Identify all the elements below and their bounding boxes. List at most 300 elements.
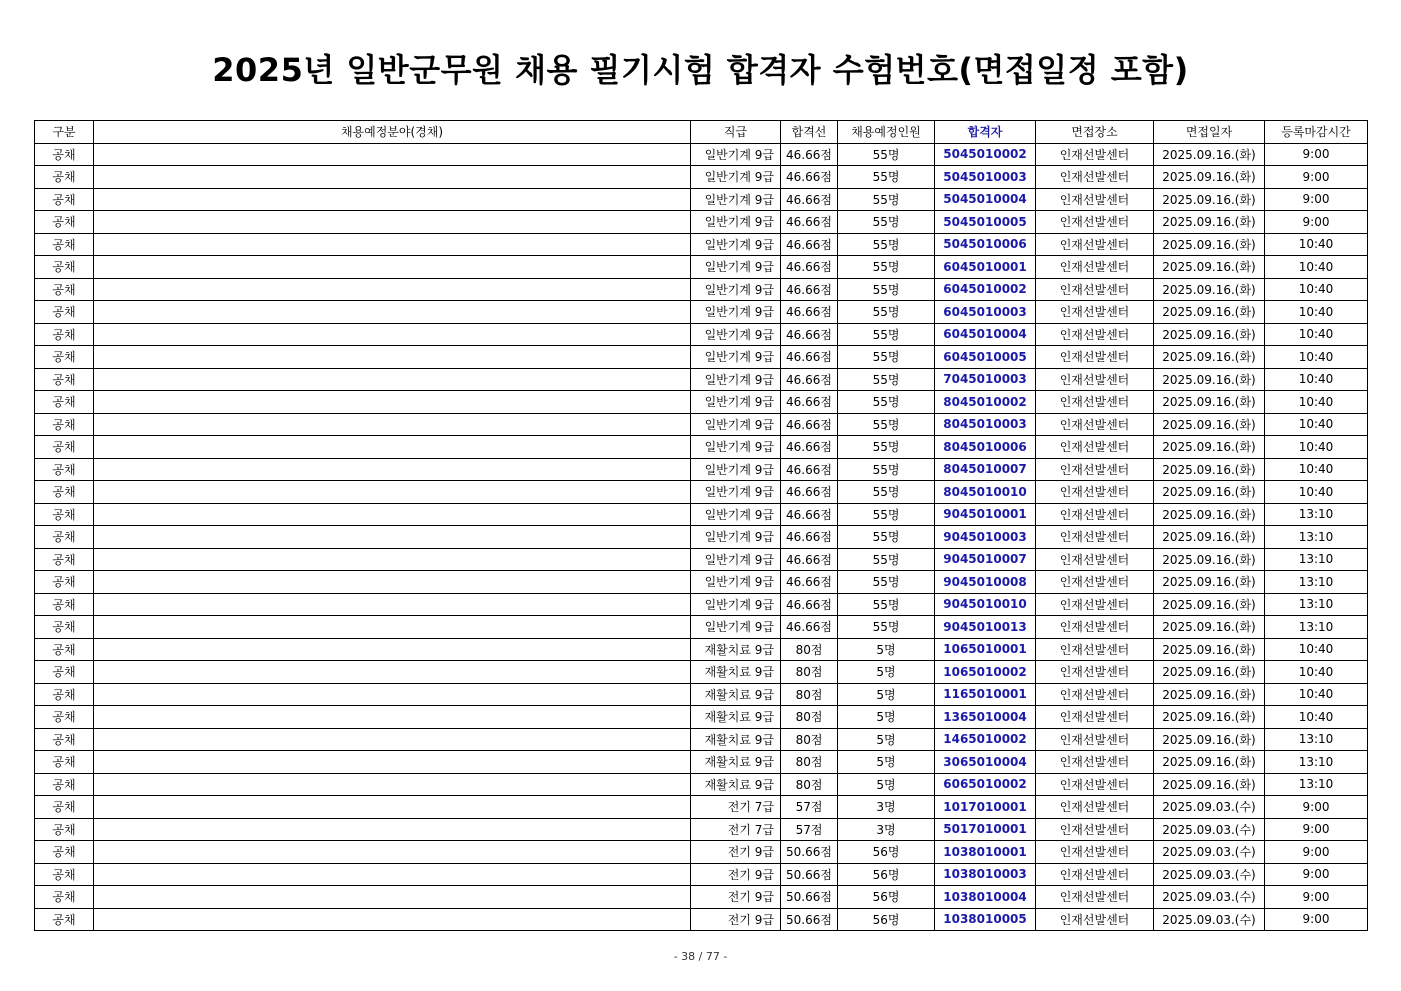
- quota-cell: 56명: [838, 863, 935, 886]
- cutoff-cell: 80점: [781, 638, 838, 661]
- cutoff-cell: 46.66점: [781, 571, 838, 594]
- date-cell: 2025.09.16.(화): [1154, 211, 1265, 234]
- grade-cell: 일반기계 9급: [691, 211, 781, 234]
- table-row: [35, 256, 1368, 279]
- cutoff-cell: 46.66점: [781, 481, 838, 504]
- cutoff-cell: 80점: [781, 661, 838, 684]
- grade-cell: 재활치료 9급: [691, 683, 781, 706]
- category-cell: 공채: [35, 706, 94, 729]
- date-cell: 2025.09.16.(화): [1154, 481, 1265, 504]
- location-cell: 인재선발센터: [1036, 188, 1154, 211]
- header-field: 채용예정분야(경채): [94, 121, 691, 144]
- table-row: [35, 211, 1368, 234]
- category-cell: 공채: [35, 818, 94, 841]
- category-cell: 공채: [35, 346, 94, 369]
- quota-cell: 5명: [838, 751, 935, 774]
- cutoff-cell: 46.66점: [781, 413, 838, 436]
- quota-cell: 55명: [838, 503, 935, 526]
- quota-cell: 5명: [838, 773, 935, 796]
- field-cell: [94, 683, 691, 706]
- quota-cell: 55명: [838, 256, 935, 279]
- cutoff-cell: 46.66점: [781, 616, 838, 639]
- grade-cell: 일반기계 9급: [691, 233, 781, 256]
- category-cell: 공채: [35, 548, 94, 571]
- deadline-cell: 10:40: [1265, 368, 1368, 391]
- table-row: [35, 526, 1368, 549]
- deadline-cell: 9:00: [1265, 863, 1368, 886]
- date-cell: 2025.09.16.(화): [1154, 773, 1265, 796]
- field-cell: [94, 706, 691, 729]
- passer-number-cell: 1017010001: [935, 796, 1036, 819]
- deadline-cell: 10:40: [1265, 233, 1368, 256]
- category-cell: 공채: [35, 638, 94, 661]
- passer-number-cell: 6045010001: [935, 256, 1036, 279]
- field-cell: [94, 638, 691, 661]
- field-cell: [94, 278, 691, 301]
- field-cell: [94, 458, 691, 481]
- table-row: [35, 301, 1368, 324]
- table-body: [35, 143, 1368, 931]
- grade-cell: 일반기계 9급: [691, 436, 781, 459]
- location-cell: 인재선발센터: [1036, 481, 1154, 504]
- deadline-cell: 10:40: [1265, 256, 1368, 279]
- field-cell: [94, 661, 691, 684]
- field-cell: [94, 301, 691, 324]
- table-row: [35, 233, 1368, 256]
- cutoff-cell: 46.66점: [781, 143, 838, 166]
- category-cell: 공채: [35, 458, 94, 481]
- grade-cell: 전기 9급: [691, 863, 781, 886]
- quota-cell: 55명: [838, 211, 935, 234]
- deadline-cell: 10:40: [1265, 323, 1368, 346]
- grade-cell: 재활치료 9급: [691, 773, 781, 796]
- date-cell: 2025.09.16.(화): [1154, 616, 1265, 639]
- grade-cell: 일반기계 9급: [691, 481, 781, 504]
- category-cell: 공채: [35, 728, 94, 751]
- cutoff-cell: 46.66점: [781, 436, 838, 459]
- date-cell: 2025.09.16.(화): [1154, 278, 1265, 301]
- field-cell: [94, 796, 691, 819]
- field-cell: [94, 548, 691, 571]
- table-row: [35, 323, 1368, 346]
- quota-cell: 55명: [838, 368, 935, 391]
- cutoff-cell: 46.66점: [781, 166, 838, 189]
- table-header-row: [35, 121, 1368, 144]
- quota-cell: 5명: [838, 683, 935, 706]
- passer-number-cell: 8045010007: [935, 458, 1036, 481]
- deadline-cell: 9:00: [1265, 818, 1368, 841]
- passer-number-cell: 3065010004: [935, 751, 1036, 774]
- location-cell: 인재선발센터: [1036, 391, 1154, 414]
- grade-cell: 일반기계 9급: [691, 526, 781, 549]
- header-grade: 직급: [691, 121, 781, 144]
- location-cell: 인재선발센터: [1036, 908, 1154, 931]
- deadline-cell: 9:00: [1265, 796, 1368, 819]
- deadline-cell: 10:40: [1265, 346, 1368, 369]
- location-cell: 인재선발센터: [1036, 796, 1154, 819]
- grade-cell: 재활치료 9급: [691, 638, 781, 661]
- field-cell: [94, 256, 691, 279]
- deadline-cell: 10:40: [1265, 278, 1368, 301]
- quota-cell: 3명: [838, 818, 935, 841]
- deadline-cell: 13:10: [1265, 571, 1368, 594]
- field-cell: [94, 728, 691, 751]
- field-cell: [94, 391, 691, 414]
- location-cell: 인재선발센터: [1036, 368, 1154, 391]
- grade-cell: 재활치료 9급: [691, 661, 781, 684]
- header-quota: 채용예정인원: [838, 121, 935, 144]
- deadline-cell: 13:10: [1265, 728, 1368, 751]
- page-title: 2025년 일반군무원 채용 필기시험 합격자 수험번호(면접일정 포함): [212, 51, 1189, 89]
- passer-number-cell: 8045010003: [935, 413, 1036, 436]
- category-cell: 공채: [35, 391, 94, 414]
- table-row: [35, 166, 1368, 189]
- passer-number-cell: 6045010002: [935, 278, 1036, 301]
- quota-cell: 55명: [838, 526, 935, 549]
- grade-cell: 일반기계 9급: [691, 256, 781, 279]
- quota-cell: 55명: [838, 233, 935, 256]
- deadline-cell: 13:10: [1265, 503, 1368, 526]
- grade-cell: 일반기계 9급: [691, 143, 781, 166]
- passer-number-cell: 9045010001: [935, 503, 1036, 526]
- grade-cell: 일반기계 9급: [691, 188, 781, 211]
- deadline-cell: 9:00: [1265, 908, 1368, 931]
- passer-number-cell: 1038010004: [935, 886, 1036, 909]
- quota-cell: 55명: [838, 143, 935, 166]
- cutoff-cell: 50.66점: [781, 863, 838, 886]
- quota-cell: 55명: [838, 166, 935, 189]
- date-cell: 2025.09.16.(화): [1154, 458, 1265, 481]
- deadline-cell: 10:40: [1265, 391, 1368, 414]
- location-cell: 인재선발센터: [1036, 863, 1154, 886]
- page-number: - 38 / 77 -: [673, 950, 728, 963]
- grade-cell: 일반기계 9급: [691, 413, 781, 436]
- field-cell: [94, 233, 691, 256]
- location-cell: 인재선발센터: [1036, 886, 1154, 909]
- quota-cell: 5명: [838, 706, 935, 729]
- passer-number-cell: 9045010013: [935, 616, 1036, 639]
- grade-cell: 일반기계 9급: [691, 368, 781, 391]
- quota-cell: 55명: [838, 593, 935, 616]
- location-cell: 인재선발센터: [1036, 278, 1154, 301]
- category-cell: 공채: [35, 908, 94, 931]
- category-cell: 공채: [35, 751, 94, 774]
- table-row: [35, 908, 1368, 931]
- date-cell: 2025.09.16.(화): [1154, 571, 1265, 594]
- field-cell: [94, 481, 691, 504]
- header-category: 구분: [35, 121, 94, 144]
- field-cell: [94, 166, 691, 189]
- quota-cell: 5명: [838, 661, 935, 684]
- category-cell: 공채: [35, 233, 94, 256]
- cutoff-cell: 46.66점: [781, 278, 838, 301]
- cutoff-cell: 46.66점: [781, 368, 838, 391]
- date-cell: 2025.09.03.(수): [1154, 863, 1265, 886]
- table-row: [35, 346, 1368, 369]
- date-cell: 2025.09.16.(화): [1154, 548, 1265, 571]
- quota-cell: 56명: [838, 908, 935, 931]
- passer-number-cell: 6045010004: [935, 323, 1036, 346]
- category-cell: 공채: [35, 143, 94, 166]
- location-cell: 인재선발센터: [1036, 436, 1154, 459]
- header-cutoff: 합격선: [781, 121, 838, 144]
- location-cell: 인재선발센터: [1036, 211, 1154, 234]
- date-cell: 2025.09.16.(화): [1154, 323, 1265, 346]
- deadline-cell: 10:40: [1265, 458, 1368, 481]
- location-cell: 인재선발센터: [1036, 233, 1154, 256]
- grade-cell: 재활치료 9급: [691, 751, 781, 774]
- passer-number-cell: 1038010003: [935, 863, 1036, 886]
- location-cell: 인재선발센터: [1036, 323, 1154, 346]
- category-cell: 공채: [35, 661, 94, 684]
- category-cell: 공채: [35, 256, 94, 279]
- category-cell: 공채: [35, 593, 94, 616]
- quota-cell: 55명: [838, 278, 935, 301]
- cutoff-cell: 50.66점: [781, 886, 838, 909]
- quota-cell: 55명: [838, 413, 935, 436]
- table-row: [35, 886, 1368, 909]
- deadline-cell: 10:40: [1265, 413, 1368, 436]
- passer-number-cell: 5045010003: [935, 166, 1036, 189]
- grade-cell: 일반기계 9급: [691, 616, 781, 639]
- deadline-cell: 9:00: [1265, 211, 1368, 234]
- passer-number-cell: 6065010002: [935, 773, 1036, 796]
- passer-number-cell: 1038010001: [935, 841, 1036, 864]
- passer-number-cell: 8045010006: [935, 436, 1036, 459]
- cutoff-cell: 46.66점: [781, 188, 838, 211]
- location-cell: 인재선발센터: [1036, 841, 1154, 864]
- grade-cell: 일반기계 9급: [691, 548, 781, 571]
- category-cell: 공채: [35, 301, 94, 324]
- date-cell: 2025.09.16.(화): [1154, 751, 1265, 774]
- grade-cell: 전기 9급: [691, 886, 781, 909]
- deadline-cell: 10:40: [1265, 683, 1368, 706]
- location-cell: 인재선발센터: [1036, 818, 1154, 841]
- location-cell: 인재선발센터: [1036, 143, 1154, 166]
- cutoff-cell: 57점: [781, 796, 838, 819]
- grade-cell: 일반기계 9급: [691, 458, 781, 481]
- cutoff-cell: 80점: [781, 683, 838, 706]
- cutoff-cell: 46.66점: [781, 233, 838, 256]
- date-cell: 2025.09.03.(수): [1154, 841, 1265, 864]
- cutoff-cell: 46.66점: [781, 503, 838, 526]
- field-cell: [94, 346, 691, 369]
- date-cell: 2025.09.16.(화): [1154, 143, 1265, 166]
- grade-cell: 일반기계 9급: [691, 278, 781, 301]
- passer-number-cell: 5045010006: [935, 233, 1036, 256]
- passer-number-cell: 6045010005: [935, 346, 1036, 369]
- table-row: [35, 368, 1368, 391]
- quota-cell: 5명: [838, 638, 935, 661]
- grade-cell: 전기 7급: [691, 796, 781, 819]
- deadline-cell: 10:40: [1265, 436, 1368, 459]
- location-cell: 인재선발센터: [1036, 773, 1154, 796]
- table-row: [35, 773, 1368, 796]
- deadline-cell: 9:00: [1265, 188, 1368, 211]
- passer-number-cell: 1365010004: [935, 706, 1036, 729]
- deadline-cell: 9:00: [1265, 886, 1368, 909]
- cutoff-cell: 46.66점: [781, 256, 838, 279]
- date-cell: 2025.09.16.(화): [1154, 346, 1265, 369]
- category-cell: 공채: [35, 841, 94, 864]
- category-cell: 공채: [35, 571, 94, 594]
- table-row: [35, 481, 1368, 504]
- table-row: [35, 503, 1368, 526]
- quota-cell: 56명: [838, 886, 935, 909]
- date-cell: 2025.09.03.(수): [1154, 908, 1265, 931]
- results-table: [34, 120, 1368, 931]
- category-cell: 공채: [35, 863, 94, 886]
- passer-number-cell: 5045010004: [935, 188, 1036, 211]
- field-cell: [94, 841, 691, 864]
- category-cell: 공채: [35, 368, 94, 391]
- cutoff-cell: 80점: [781, 706, 838, 729]
- quota-cell: 55명: [838, 481, 935, 504]
- cutoff-cell: 50.66점: [781, 908, 838, 931]
- location-cell: 인재선발센터: [1036, 706, 1154, 729]
- passer-number-cell: 7045010003: [935, 368, 1036, 391]
- table-row: [35, 751, 1368, 774]
- date-cell: 2025.09.16.(화): [1154, 413, 1265, 436]
- header-passer: 합격자: [935, 121, 1036, 144]
- passer-number-cell: 1065010001: [935, 638, 1036, 661]
- quota-cell: 3명: [838, 796, 935, 819]
- table-row: [35, 728, 1368, 751]
- table-row: [35, 571, 1368, 594]
- passer-number-cell: 5045010002: [935, 143, 1036, 166]
- table-row: [35, 458, 1368, 481]
- date-cell: 2025.09.03.(수): [1154, 886, 1265, 909]
- field-cell: [94, 188, 691, 211]
- grade-cell: 일반기계 9급: [691, 166, 781, 189]
- table-row: [35, 818, 1368, 841]
- deadline-cell: 10:40: [1265, 481, 1368, 504]
- category-cell: 공채: [35, 436, 94, 459]
- field-cell: [94, 773, 691, 796]
- cutoff-cell: 46.66점: [781, 211, 838, 234]
- field-cell: [94, 143, 691, 166]
- field-cell: [94, 751, 691, 774]
- date-cell: 2025.09.16.(화): [1154, 503, 1265, 526]
- date-cell: 2025.09.16.(화): [1154, 661, 1265, 684]
- grade-cell: 일반기계 9급: [691, 571, 781, 594]
- category-cell: 공채: [35, 166, 94, 189]
- table-row: [35, 391, 1368, 414]
- grade-cell: 일반기계 9급: [691, 593, 781, 616]
- table-row: [35, 661, 1368, 684]
- category-cell: 공채: [35, 503, 94, 526]
- location-cell: 인재선발센터: [1036, 503, 1154, 526]
- location-cell: 인재선발센터: [1036, 166, 1154, 189]
- grade-cell: 재활치료 9급: [691, 706, 781, 729]
- date-cell: 2025.09.16.(화): [1154, 188, 1265, 211]
- deadline-cell: 9:00: [1265, 166, 1368, 189]
- grade-cell: 전기 9급: [691, 908, 781, 931]
- location-cell: 인재선발센터: [1036, 683, 1154, 706]
- date-cell: 2025.09.16.(화): [1154, 728, 1265, 751]
- date-cell: 2025.09.16.(화): [1154, 233, 1265, 256]
- grade-cell: 일반기계 9급: [691, 503, 781, 526]
- grade-cell: 전기 7급: [691, 818, 781, 841]
- table-row: [35, 616, 1368, 639]
- grade-cell: 재활치료 9급: [691, 728, 781, 751]
- cutoff-cell: 57점: [781, 818, 838, 841]
- grade-cell: 일반기계 9급: [691, 323, 781, 346]
- cutoff-cell: 46.66점: [781, 458, 838, 481]
- date-cell: 2025.09.03.(수): [1154, 796, 1265, 819]
- table-row: [35, 683, 1368, 706]
- deadline-cell: 10:40: [1265, 301, 1368, 324]
- quota-cell: 55명: [838, 571, 935, 594]
- date-cell: 2025.09.16.(화): [1154, 256, 1265, 279]
- category-cell: 공채: [35, 526, 94, 549]
- header-deadline: 등록마감시간: [1265, 121, 1368, 144]
- cutoff-cell: 80점: [781, 728, 838, 751]
- quota-cell: 55명: [838, 458, 935, 481]
- cutoff-cell: 46.66점: [781, 526, 838, 549]
- category-cell: 공채: [35, 413, 94, 436]
- table-row: [35, 863, 1368, 886]
- date-cell: 2025.09.16.(화): [1154, 526, 1265, 549]
- quota-cell: 55명: [838, 301, 935, 324]
- category-cell: 공채: [35, 616, 94, 639]
- passer-number-cell: 5045010005: [935, 211, 1036, 234]
- location-cell: 인재선발센터: [1036, 616, 1154, 639]
- location-cell: 인재선발센터: [1036, 548, 1154, 571]
- deadline-cell: 13:10: [1265, 548, 1368, 571]
- deadline-cell: 13:10: [1265, 616, 1368, 639]
- passer-number-cell: 9045010007: [935, 548, 1036, 571]
- category-cell: 공채: [35, 886, 94, 909]
- field-cell: [94, 908, 691, 931]
- table-row: [35, 436, 1368, 459]
- passer-number-cell: 1465010002: [935, 728, 1036, 751]
- location-cell: 인재선발센터: [1036, 593, 1154, 616]
- field-cell: [94, 211, 691, 234]
- date-cell: 2025.09.16.(화): [1154, 391, 1265, 414]
- passer-number-cell: 1165010001: [935, 683, 1036, 706]
- passer-number-cell: 9045010003: [935, 526, 1036, 549]
- cutoff-cell: 46.66점: [781, 301, 838, 324]
- quota-cell: 55명: [838, 436, 935, 459]
- location-cell: 인재선발센터: [1036, 661, 1154, 684]
- table-row: [35, 548, 1368, 571]
- deadline-cell: 13:10: [1265, 773, 1368, 796]
- cutoff-cell: 50.66점: [781, 841, 838, 864]
- date-cell: 2025.09.16.(화): [1154, 166, 1265, 189]
- quota-cell: 55명: [838, 188, 935, 211]
- grade-cell: 일반기계 9급: [691, 301, 781, 324]
- cutoff-cell: 46.66점: [781, 391, 838, 414]
- date-cell: 2025.09.16.(화): [1154, 593, 1265, 616]
- passer-number-cell: 8045010010: [935, 481, 1036, 504]
- deadline-cell: 13:10: [1265, 751, 1368, 774]
- quota-cell: 55명: [838, 616, 935, 639]
- deadline-cell: 9:00: [1265, 841, 1368, 864]
- table-row: [35, 143, 1368, 166]
- location-cell: 인재선발센터: [1036, 751, 1154, 774]
- table-row: [35, 278, 1368, 301]
- cutoff-cell: 80점: [781, 751, 838, 774]
- date-cell: 2025.09.16.(화): [1154, 683, 1265, 706]
- field-cell: [94, 368, 691, 391]
- location-cell: 인재선발센터: [1036, 346, 1154, 369]
- location-cell: 인재선발센터: [1036, 458, 1154, 481]
- table-row: [35, 188, 1368, 211]
- table-row: [35, 638, 1368, 661]
- grade-cell: 일반기계 9급: [691, 391, 781, 414]
- cutoff-cell: 46.66점: [781, 346, 838, 369]
